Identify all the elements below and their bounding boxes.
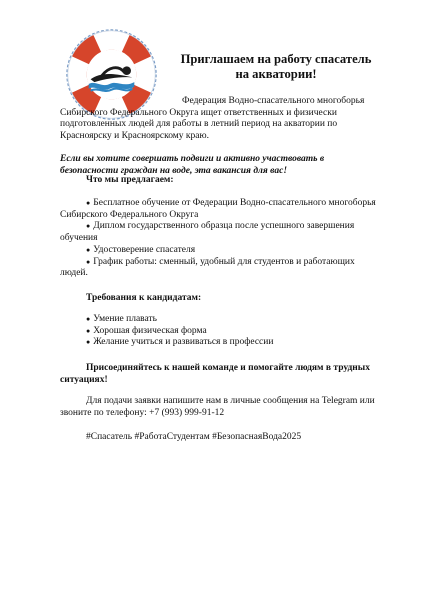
bullet-icon: ● <box>86 326 91 335</box>
page-title <box>176 52 376 82</box>
intro-paragraph <box>60 96 382 143</box>
bullet-icon: ● <box>86 257 91 266</box>
list-item: ● Бесплатное обучение от Федерации Водно-спасательного многоборья Сибирского Федерального Округа <box>60 198 376 220</box>
bullet-icon: ● <box>86 338 91 347</box>
hashtags: #Спасатель #РаботаСтудентам #БезопаснаяВода2025 <box>86 432 302 442</box>
requirements-heading: Требования к кандидатам: <box>86 293 202 303</box>
list-item: ● Умение плавать <box>86 314 157 324</box>
list-item: ● Хорошая физическая форма <box>86 325 207 336</box>
bullet-icon: ● <box>86 315 91 323</box>
list-item: ● Диплом государственного образца после успешного завершения обучения <box>60 221 355 244</box>
title-line-1: Приглашаем на работу спасатель <box>180 52 372 66</box>
intro-emphasis: Если вы хотите совершать подвиги и активно участвовать в безопасности граждан на воде, эта вакансия для вас! <box>60 154 325 176</box>
intro-emphasis-block <box>60 154 382 177</box>
list-item: ● Удостоверение спасателя <box>86 244 196 255</box>
bullet-icon: ● <box>86 245 91 254</box>
offer-list <box>60 198 382 280</box>
requirements-list <box>60 314 382 349</box>
list-item: ● Желание учиться и развиваться в профессии <box>86 337 274 348</box>
bullet-icon: ● <box>86 222 91 231</box>
contact-info: Для подачи заявки напишите нам в личные сообщения на Telegram или звоните по телефону: +7 (993) 999-91-12 <box>60 396 375 418</box>
offer-heading: Что мы предлагаем: <box>86 175 174 185</box>
list-item: ● График работы: сменный, удобный для студентов и работающих людей. <box>60 256 355 279</box>
bullet-icon: ● <box>86 199 91 207</box>
call-to-action: Присоединяйтесь к нашей команде и помогайте людям в трудных ситуациях! <box>60 363 370 385</box>
title-line-2: на акватории! <box>235 67 317 81</box>
intro-text: Федерация Водно-спасательного многоборья Сибирского Федерального Округа ищет ответственных и физически подготовленных людей для работы в летний период на акватории по Красноярску и Красноярскому краю. <box>60 96 365 142</box>
